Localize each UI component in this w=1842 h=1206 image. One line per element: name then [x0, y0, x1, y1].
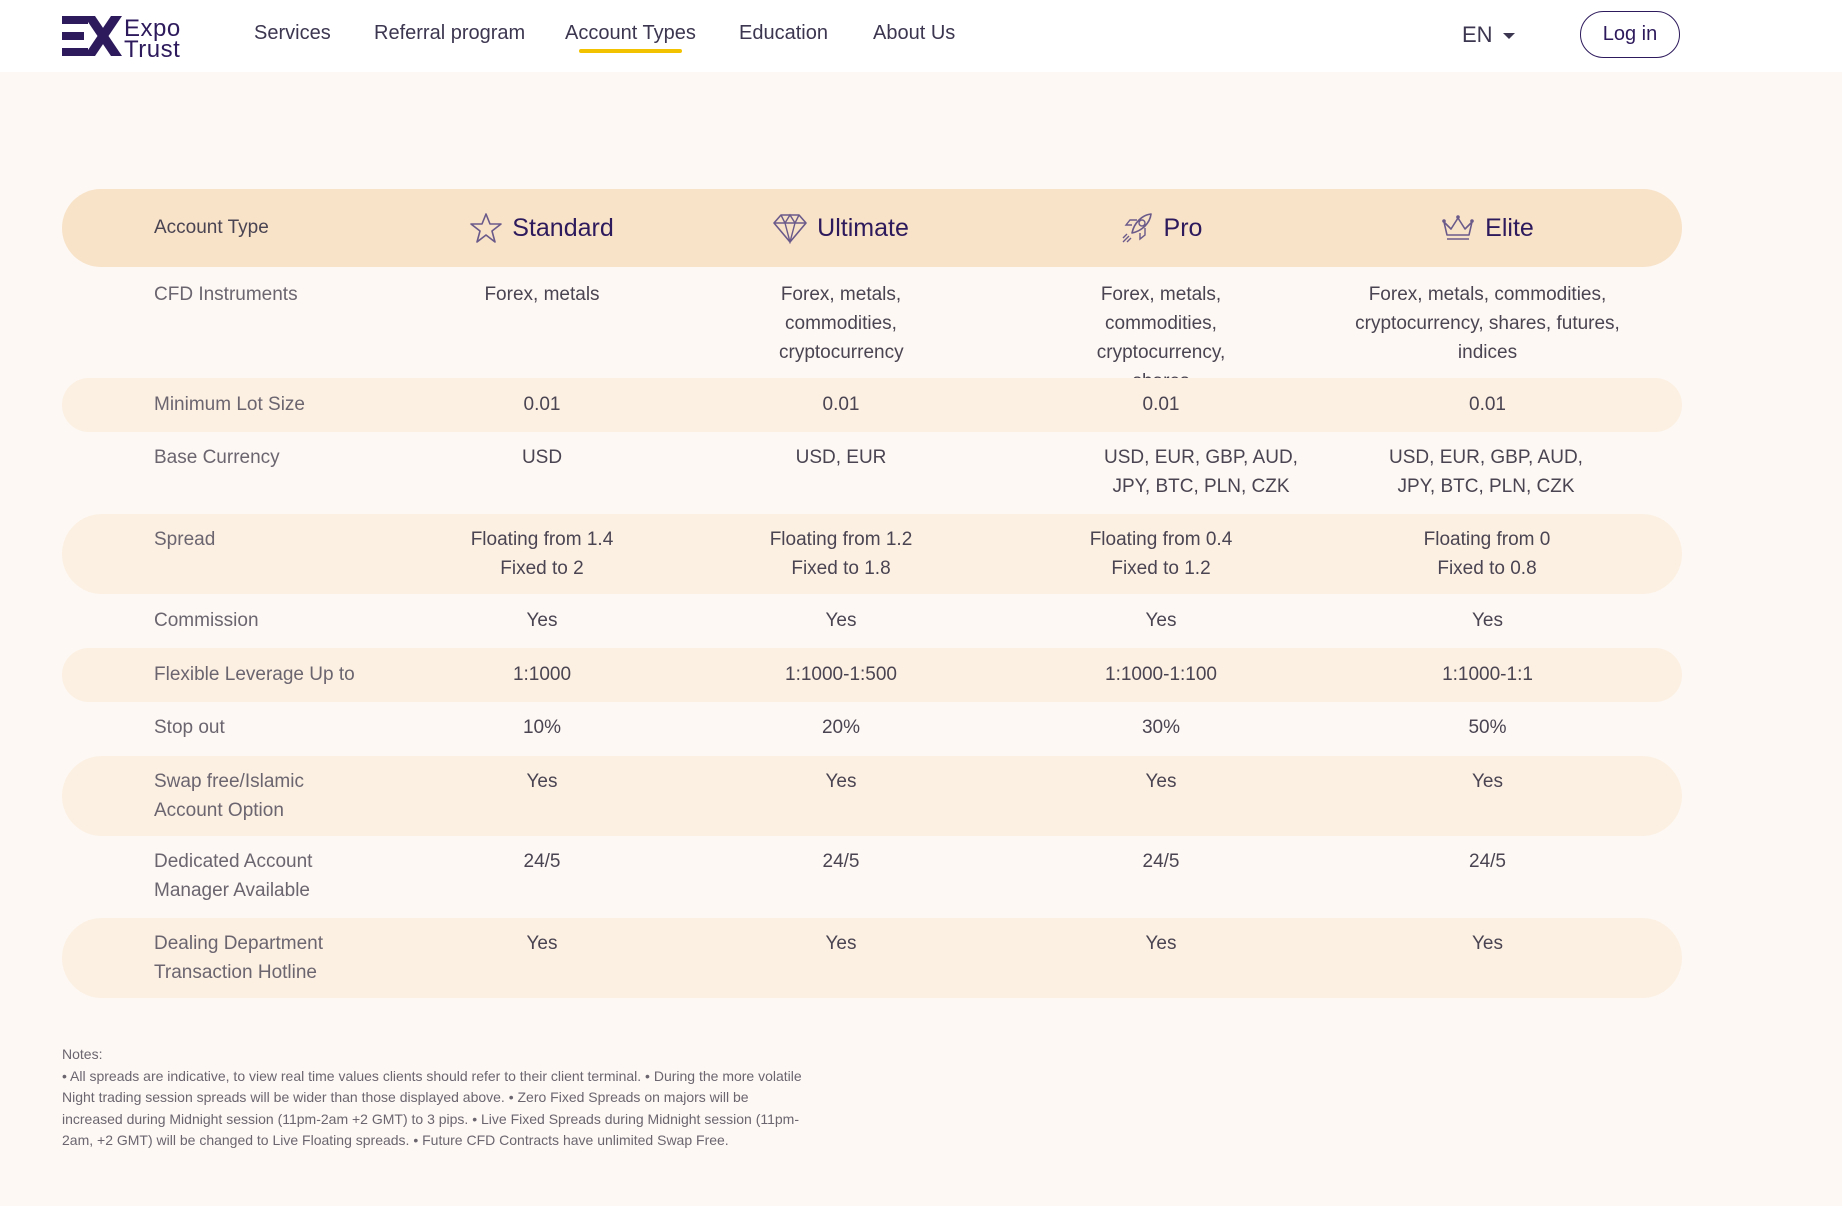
nav-education-label: Education — [739, 22, 828, 44]
cell-elite: 1:1000-1:1 — [1442, 664, 1533, 685]
cell-ultimate: 20% — [821, 717, 861, 738]
cell-pro: Yes — [1145, 771, 1177, 792]
cell-standard: Yes — [526, 771, 558, 792]
column-ultimate — [674, 189, 1008, 267]
cell-pro: USD, EUR, GBP, AUD, JPY, BTC, PLN, CZK — [1104, 447, 1298, 497]
rocket-icon — [1120, 211, 1154, 245]
cell-ultimate: Floating from 1.2 Fixed to 1.8 — [769, 529, 913, 579]
row-label: Base Currency — [154, 447, 280, 468]
cell-standard: Yes — [526, 933, 558, 954]
cell-ultimate: Forex, metals, commodities, cryptocurrency — [779, 284, 904, 363]
cell-pro: Floating from 0.4 Fixed to 1.2 — [1089, 529, 1233, 579]
cell-elite: Yes — [1472, 610, 1503, 631]
cell-pro: 1:1000-1:100 — [1105, 664, 1217, 685]
notes-text: • All spreads are indicative, to view real time values clients should refer to their client terminal. • During the more volatile Night trading session spreads will be wider than those displayed above. • Zero Fixed Spreads on majors will be increased during Midnight session (11pm-2am +2 GMT) to 3 pips. • Live Fixed Spreads during Midnight session (11pm-2am, +2 GMT) will be changed to Live Floating spreads. • Future CFD Contracts have unlimited Swap Free. — [62, 1067, 802, 1148]
nav-account-types-label: Account Types — [565, 22, 696, 44]
notes-section — [62, 1044, 802, 1152]
column-elite-title: Elite — [1485, 213, 1534, 242]
row-label: Flexible Leverage Up to — [154, 664, 355, 685]
column-standard — [425, 189, 659, 267]
nav-about-us[interactable] — [873, 22, 955, 45]
cell-standard: Floating from 1.4 Fixed to 2 — [470, 529, 614, 579]
logo-text-trust: Trust — [124, 36, 181, 63]
nav-referral-label: Referral program — [374, 22, 526, 44]
cell-pro: Forex, metals, commodities, cryptocurrency, — [1096, 284, 1226, 363]
cell-elite: 50% — [1468, 717, 1507, 738]
cell-ultimate: 1:1000-1:500 — [785, 664, 897, 685]
cell-ultimate: Yes — [825, 610, 857, 631]
cell-pro: 0.01 — [1142, 394, 1180, 415]
crown-icon — [1441, 214, 1475, 242]
column-pro-title: Pro — [1163, 213, 1203, 242]
cell-ultimate: Yes — [825, 771, 857, 792]
nav-about-label: About Us — [873, 22, 956, 44]
cell-elite: 0.01 — [1469, 394, 1506, 415]
cell-standard: 24/5 — [523, 851, 561, 872]
nav-education[interactable] — [739, 22, 828, 45]
column-pro — [1024, 189, 1298, 267]
nav-account-types[interactable] — [565, 22, 696, 45]
cell-elite: Yes — [1472, 771, 1503, 792]
row-label: Minimum Lot Size — [154, 394, 305, 415]
table-row — [62, 836, 1682, 918]
language-selector[interactable] — [1462, 22, 1515, 48]
cell-ultimate: USD, EUR — [795, 447, 887, 468]
nav-services[interactable] — [254, 22, 331, 45]
table-row — [62, 378, 1682, 432]
row-label: CFD Instruments — [154, 284, 298, 305]
cell-pro: Yes — [1145, 933, 1177, 954]
site-header — [0, 0, 1842, 72]
table-row — [62, 514, 1682, 594]
nav-services-label: Services — [254, 22, 331, 44]
language-label: EN — [1462, 22, 1493, 47]
diamond-icon — [773, 212, 807, 244]
column-elite — [1313, 189, 1662, 267]
row-label: Commission — [154, 610, 259, 631]
chevron-down-icon — [1503, 33, 1515, 39]
active-nav-underline — [579, 49, 682, 53]
cell-standard: 1:1000 — [512, 664, 572, 685]
cell-ultimate: 0.01 — [822, 394, 860, 415]
table-row — [62, 594, 1682, 648]
nav-referral-program[interactable] — [374, 22, 525, 45]
column-ultimate-title: Ultimate — [817, 213, 909, 242]
cell-pro: Yes — [1145, 610, 1177, 631]
table-row — [62, 918, 1682, 998]
login-button[interactable]: Log in — [1580, 11, 1680, 58]
row-label: Swap free/Islamic Account Option — [154, 771, 304, 821]
cell-pro: 24/5 — [1142, 851, 1180, 872]
star-icon — [470, 212, 502, 244]
cell-elite: Floating from 0 Fixed to 0.8 — [1423, 529, 1551, 579]
column-standard-title: Standard — [512, 213, 614, 242]
cell-elite: Forex, metals, commodities, cryptocurrency, shares, futures, indices — [1355, 284, 1620, 363]
notes-title: Notes: — [62, 1046, 103, 1062]
logo-mark-icon — [62, 14, 122, 58]
cell-elite: 24/5 — [1469, 851, 1506, 872]
table-row — [62, 702, 1682, 756]
row-label: Stop out — [154, 717, 225, 738]
table-row — [62, 432, 1682, 502]
row-label: Spread — [154, 529, 216, 550]
cell-elite: USD, EUR, GBP, AUD, JPY, BTC, PLN, CZK — [1389, 447, 1583, 497]
cell-pro: 30% — [1141, 717, 1181, 738]
cell-elite: Yes — [1472, 933, 1503, 954]
row-label: Dealing Department Transaction Hotline — [154, 933, 323, 983]
cell-standard: USD — [521, 447, 563, 468]
cell-standard: 10% — [522, 717, 562, 738]
cell-ultimate: Yes — [825, 933, 857, 954]
header-account-type-label: Account Type — [154, 217, 269, 238]
row-label: Dedicated Account Manager Available — [154, 851, 313, 901]
cell-standard: Forex, metals — [484, 284, 600, 305]
cell-standard: Yes — [526, 610, 558, 631]
table-row — [62, 756, 1682, 836]
cell-ultimate: 24/5 — [822, 851, 860, 872]
table-row — [62, 280, 1682, 378]
cell-standard: 0.01 — [523, 394, 561, 415]
logo[interactable] — [62, 14, 202, 63]
table-row — [62, 648, 1682, 702]
logo-text-expo: Expo — [124, 15, 181, 42]
table-header-row — [62, 189, 1682, 267]
